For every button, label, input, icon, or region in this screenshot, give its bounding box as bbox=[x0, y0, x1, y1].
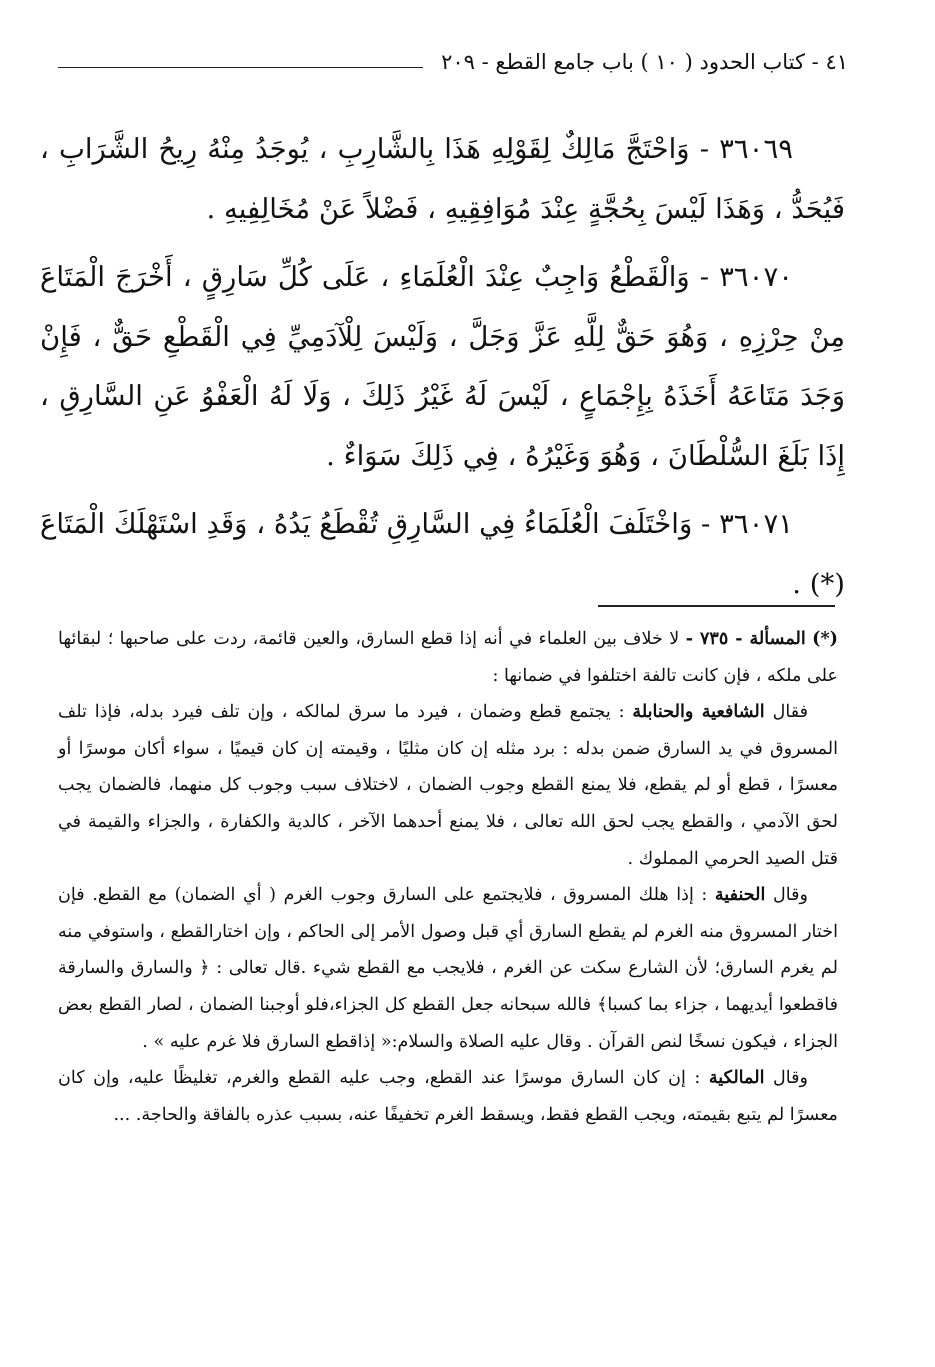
footnote-text: : إن كان السارق موسرًا عند القطع، وجب عليه القطع والغرم، تغليظًا عليه، وإن كان معسرًا لم يتبع بقيمته، ويجب القطع فقط، ويسقط الغرم تخفيفًا عنه، بسبب عذره بالفاقة والحاجة. ... bbox=[58, 1068, 838, 1125]
footnote-label: المسألة - ٧٣٥ - bbox=[685, 628, 806, 649]
paragraph-36071: ٣٦٠٧١ - وَاخْتَلَفَ الْعُلَمَاءُ فِي السَّارِقِ تُقْطَعُ يَدُهُ ، وَقَدِ اسْتَهْلَكَ الْمَتَاعَ (*) . bbox=[40, 508, 845, 600]
footnote-prefix: وقال bbox=[772, 1068, 809, 1089]
footnote-prefix: وقال bbox=[772, 885, 809, 906]
header-rule bbox=[58, 67, 423, 68]
footnotes bbox=[58, 621, 838, 1133]
footnote-masala-735 bbox=[58, 621, 838, 694]
footnote-hanafiya bbox=[58, 877, 838, 1060]
footnote-text: : يجتمع قطع وضمان ، فيرد ما سرق لمالكه ، وإن تلف فيرد بدله، فإذا تلف المسروق في يد السارق ضمن بدله : برد مثله إن كان مثليًا ، وقيمته إن كان قيميًا ، سواء أكان موسرًا أو معسرًا ، قطع أو لم يقطع، فلا يمنع القطع وجوب الضمان ، لاختلاف سبب وجوب كل منهما، فالضمان يجب لحق الآدمي ، والقطع يجب لحق الله تعالى ، فلا يمنع أحدهما الآخر ، كالدية والكفارة ، والجزاء والقيمة في قتل الصيد الحرمي المملوك . bbox=[58, 702, 838, 869]
main-text bbox=[40, 120, 845, 623]
footnote-separator bbox=[598, 605, 835, 607]
footnote-malikiya bbox=[58, 1060, 838, 1133]
footnote-text: : إذا هلك المسروق ، فلايجتمع على السارق وجوب الغرم ( أي الضمان) مع القطع. فإن اختار المسروق منه الغرم لم يقطع السارق أي قبل وصول الأمر إلى الحاكم ، وإن اختارالقطع ، واستوفي منه لم يغرم السارق؛ لأن الشارع سكت عن الغرم ، فلايجب مع القطع شيء .قال تعالى : ﴿ والسارق والسارقة فاقطعوا أيديهما ، جزاء بما كسبا﴾ فالله سبحانه جعل القطع كل الجزاء،فلو أوجبنا الضمان ، لصار القطع بعض الجزاء ، فيكون نسخًا لنص القرآن . وقال عليه الصلاة والسلام:« إذاقطع السارق فلا غرم عليه » . bbox=[58, 885, 838, 1052]
footnote-prefix: فقال bbox=[772, 702, 809, 723]
school-label-shafiiya: الشافعية والحنابلة bbox=[632, 701, 765, 723]
paragraph-36070: ٣٦٠٧٠ - وَالْقَطْعُ وَاجِبٌ عِنْدَ الْعُلَمَاءِ ، عَلَى كُلِّ سَارِقٍ ، أَخْرَجَ الْمَتَاعَ مِنْ حِرْزِهِ ، وَهُوَ حَقٌّ لِلَّهِ عَزَّ وَجَلَّ ، وَلَيْسَ لِلْآدَمِيِّ فِي الْقَطْعِ حَقٌّ ، فَإِنْ وَجَدَ مَتَاعَهُ أَخَذَهُ بِإِجْمَاعٍ ، لَيْسَ لَهُ غَيْرُ ذَلِكَ ، وَلَا لَهُ الْعَفْوُ عَنِ السَّارِقِ ، إِذَا بَلَغَ السُّلْطَانَ ، وَهُوَ وَغَيْرُهُ ، فِي ذَلِكَ سَوَاءٌ . bbox=[40, 261, 845, 472]
footnote-shafiiya bbox=[58, 694, 838, 877]
school-label-hanafiya: الحنفية bbox=[714, 884, 766, 906]
running-header bbox=[58, 42, 848, 82]
paragraph-36069: ٣٦٠٦٩ - وَاحْتَجَّ مَالِكٌ لِقَوْلِهِ هَذَا بِالشَّارِبِ ، يُوجَدُ مِنْهُ رِيحُ الشَّرَابِ ، فَيُحَدُّ ، وَهَذَا لَيْسَ بِحُجَّةٍ عِنْدَ مُوَافِقِيهِ ، فَضْلاً عَنْ مُخَالِفِيهِ . bbox=[40, 133, 845, 225]
footnote-marker: (*) bbox=[812, 628, 839, 649]
header-title: ٤١ - كتاب الحدود ( ١٠ ) باب جامع القطع - ٢٠٩ bbox=[441, 50, 848, 74]
footnote-text: لا خلاف بين العلماء في أنه إذا قطع السارق، والعين قائمة، ردت على صاحبها ؛ لبقائها على ملكه ، فإن كانت تالفة اختلفوا في ضمانها : bbox=[58, 629, 838, 686]
school-label-malikiya: المالكية bbox=[708, 1067, 765, 1089]
